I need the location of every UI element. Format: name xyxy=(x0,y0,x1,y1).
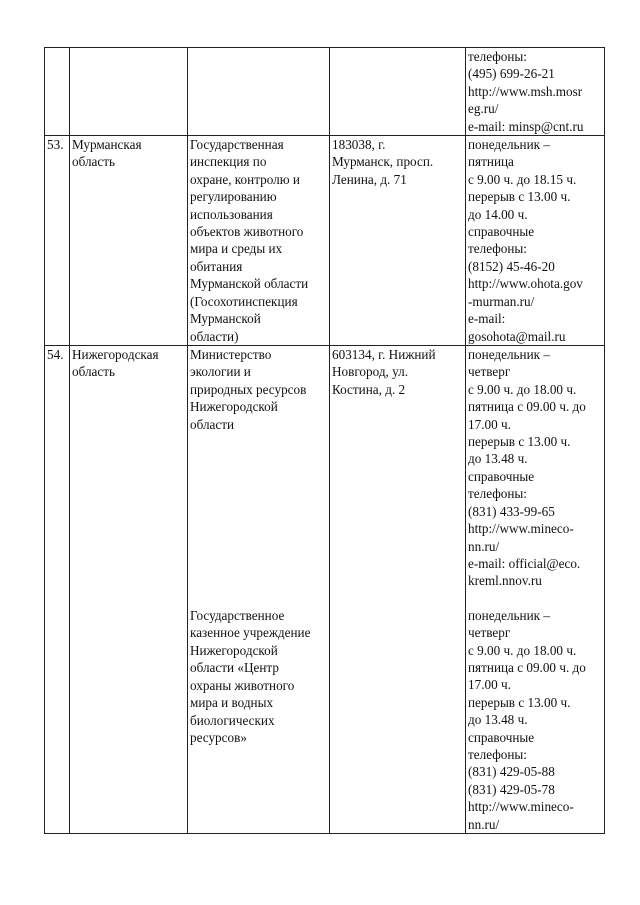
organization-cell xyxy=(188,346,330,834)
schedule-contacts-line: 17.00 ч. xyxy=(468,677,511,693)
organization-name-line: экологии и xyxy=(190,364,251,380)
block-spacer xyxy=(190,433,327,607)
address-cell xyxy=(330,346,466,834)
schedule-contacts-line: (495) 699-26-21 xyxy=(468,66,555,82)
organization-name-line: Мурманской xyxy=(190,311,261,327)
schedule-contacts-line: понедельник – xyxy=(468,347,550,363)
organization-name-block xyxy=(190,346,327,433)
address-cell xyxy=(330,136,466,346)
organization-name-line: Нижегородской xyxy=(190,399,278,415)
schedule-contacts-line: телефоны: xyxy=(468,486,527,502)
address-line: 183038, г. xyxy=(332,137,386,153)
organization-name-line: охраны животного xyxy=(190,677,295,693)
organization-name-line: Государственная xyxy=(190,137,284,153)
organization-name-line: мира и водных xyxy=(190,695,274,711)
organization-name-line: использования xyxy=(190,206,273,222)
address-line: 603134, г. Нижний xyxy=(332,347,436,363)
table-row xyxy=(45,346,605,834)
region-cell xyxy=(70,136,188,346)
schedule-contacts-line: gosohota@mail.ru xyxy=(468,328,566,344)
address-line: Новгород, ул. xyxy=(332,364,409,380)
row-number: 54. xyxy=(47,347,64,363)
schedule-contacts-line: eg.ru/ xyxy=(468,101,499,117)
schedule-contacts-line: nn.ru/ xyxy=(468,816,500,832)
schedule-contacts-line: пятница с 09.00 ч. до xyxy=(468,659,586,675)
schedule-contacts-block xyxy=(468,48,602,135)
organization-name-line: Мурманской области xyxy=(190,276,309,292)
schedule-contacts-line: до 13.48 ч. xyxy=(468,451,528,467)
schedule-contacts-line: http://www.msh.mosr xyxy=(468,83,583,99)
schedule-contacts-line: понедельник – xyxy=(468,607,550,623)
organization-name-line: Государственное xyxy=(190,608,285,624)
row-number-cell xyxy=(45,136,70,346)
schedule-contacts-line: nn.ru/ xyxy=(468,538,500,554)
schedule-contacts-line: (831) 429-05-88 xyxy=(468,764,555,780)
address-line: Мурманск, просп. xyxy=(332,154,434,170)
schedule-contacts-line: (831) 433-99-65 xyxy=(468,503,555,519)
schedule-contacts-line: пятница xyxy=(468,154,514,170)
organization-name-block xyxy=(190,607,327,746)
schedule-contacts-line: телефоны: xyxy=(468,49,527,64)
hunting-authorities-table xyxy=(44,47,605,834)
schedule-contacts-line: пятница с 09.00 ч. до xyxy=(468,399,586,415)
table-row xyxy=(45,136,605,346)
schedule-contacts-line: kreml.nnov.ru xyxy=(468,573,542,589)
region-cell xyxy=(70,48,188,136)
organization-name-line: области xyxy=(190,416,235,432)
schedule-contacts-line: до 14.00 ч. xyxy=(468,206,528,222)
schedule-contacts-line: http://www.ohota.gov xyxy=(468,276,583,292)
organization-name-line: области) xyxy=(190,328,239,344)
schedule-contacts-line: справочные xyxy=(468,224,535,240)
schedule-contacts-line: перерыв с 13.00 ч. xyxy=(468,434,571,450)
row-number: 53. xyxy=(47,137,64,153)
region-name-line: область xyxy=(72,154,116,170)
organization-name-line: казенное учреждение xyxy=(190,625,311,641)
schedule-contacts-cell xyxy=(466,48,605,136)
organization-name-line: мира и среды их xyxy=(190,241,283,257)
organization-cell xyxy=(188,48,330,136)
organization-name-line: ресурсов» xyxy=(190,729,247,745)
address-line: Ленина, д. 71 xyxy=(332,171,407,187)
organization-name-line: области «Центр xyxy=(190,660,279,676)
schedule-contacts-line: (8152) 45-46-20 xyxy=(468,258,555,274)
region-name-line: область xyxy=(72,364,116,380)
organization-name-line: инспекция по xyxy=(190,154,267,170)
organization-name-line: биологических xyxy=(190,712,275,728)
organization-cell xyxy=(188,136,330,346)
table-body xyxy=(45,48,605,834)
region-cell xyxy=(70,346,188,834)
schedule-contacts-line: e-mail: minsp@cnt.ru xyxy=(468,118,584,134)
schedule-contacts-line: телефоны: xyxy=(468,746,527,762)
schedule-contacts-line: e-mail: xyxy=(468,311,506,327)
schedule-contacts-cell xyxy=(466,346,605,834)
region-name-line: Мурманская xyxy=(72,137,142,153)
schedule-contacts-block xyxy=(468,136,602,345)
table-row xyxy=(45,48,605,136)
schedule-contacts-line: четверг xyxy=(468,625,511,641)
schedule-contacts-line: понедельник – xyxy=(468,137,550,153)
organization-name-line: (Госохотинспекция xyxy=(190,293,298,309)
organization-name-line: регулированию xyxy=(190,189,277,205)
schedule-contacts-line: 17.00 ч. xyxy=(468,416,511,432)
schedule-contacts-line: четверг xyxy=(468,364,511,380)
schedule-contacts-line: перерыв с 13.00 ч. xyxy=(468,189,571,205)
schedule-contacts-line: http://www.mineco- xyxy=(468,521,574,537)
block-spacer xyxy=(468,590,602,607)
schedule-contacts-line: справочные xyxy=(468,468,535,484)
organization-name-line: охране, контролю и xyxy=(190,171,300,187)
schedule-contacts-cell xyxy=(466,136,605,346)
organization-name-line: объектов животного xyxy=(190,224,304,240)
schedule-contacts-line: с 9.00 ч. до 18.00 ч. xyxy=(468,381,577,397)
row-number-cell xyxy=(45,346,70,834)
schedule-contacts-block xyxy=(468,607,602,833)
schedule-contacts-line: справочные xyxy=(468,729,535,745)
organization-name-line: обитания xyxy=(190,258,243,274)
organization-name-line: Нижегородской xyxy=(190,642,278,658)
schedule-contacts-line: -murman.ru/ xyxy=(468,293,535,309)
address-line: Костина, д. 2 xyxy=(332,381,406,397)
schedule-contacts-line: с 9.00 ч. до 18.15 ч. xyxy=(468,171,577,187)
schedule-contacts-line: http://www.mineco- xyxy=(468,799,574,815)
schedule-contacts-line: e-mail: official@eco. xyxy=(468,555,581,571)
schedule-contacts-line: телефоны: xyxy=(468,241,527,257)
schedule-contacts-line: до 13.48 ч. xyxy=(468,712,528,728)
organization-name-block xyxy=(190,136,327,345)
schedule-contacts-line: (831) 429-05-78 xyxy=(468,781,555,797)
region-name-line: Нижегородская xyxy=(72,347,159,363)
organization-name-line: Министерство xyxy=(190,347,272,363)
row-number-cell xyxy=(45,48,70,136)
schedule-contacts-block xyxy=(468,346,602,590)
organization-name-line: природных ресурсов xyxy=(190,381,307,397)
address-cell xyxy=(330,48,466,136)
schedule-contacts-line: перерыв с 13.00 ч. xyxy=(468,694,571,710)
schedule-contacts-line: с 9.00 ч. до 18.00 ч. xyxy=(468,642,577,658)
